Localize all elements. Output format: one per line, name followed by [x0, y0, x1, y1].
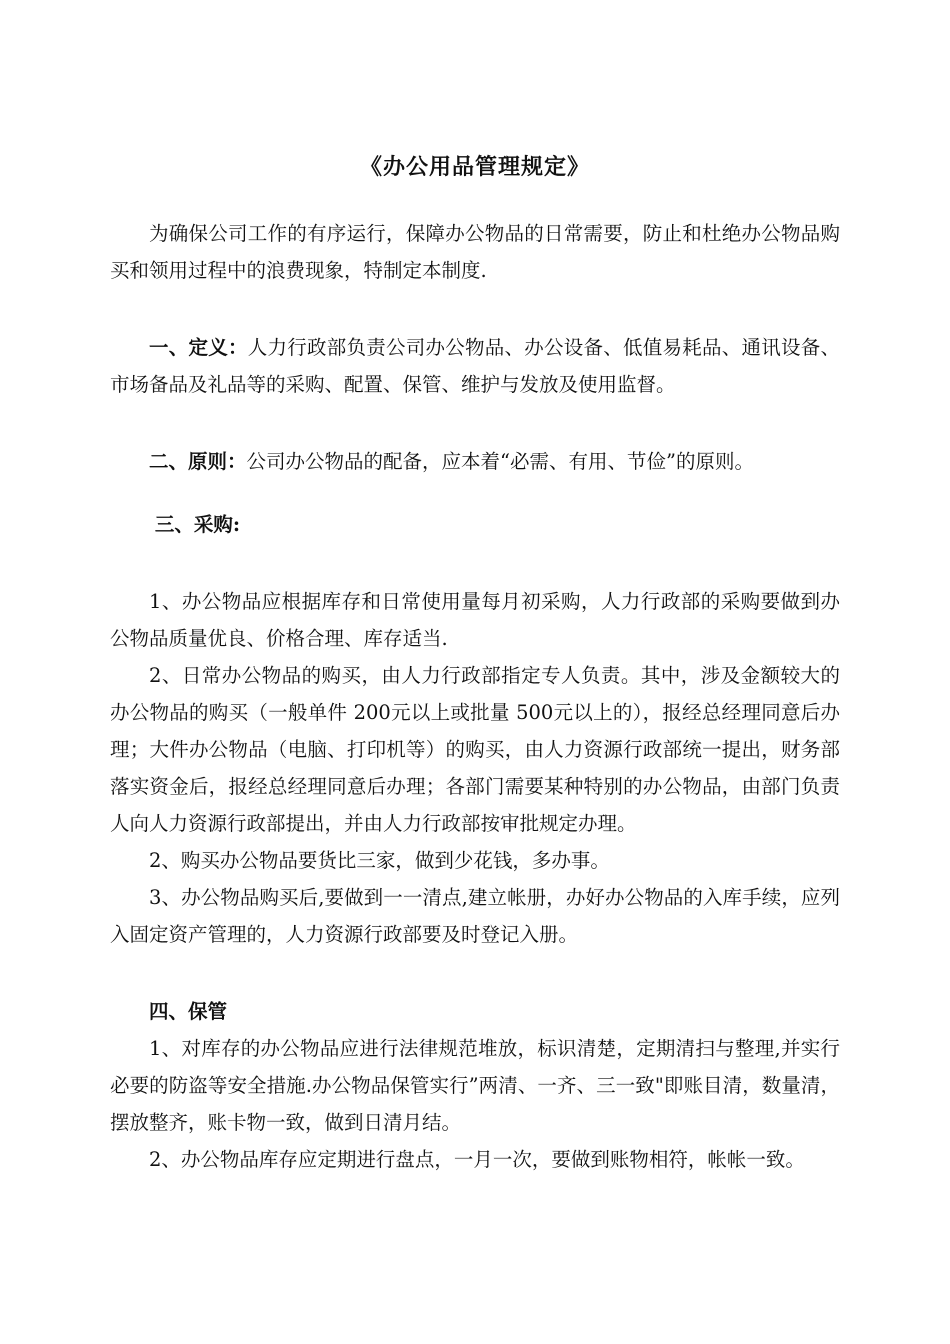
section-definition-text: 人力行政部负责公司办公物品、办公设备、低值易耗品、通讯设备、市场备品及礼品等的采购、配置、保管、维护与发放及使用监督。 [110, 336, 840, 396]
section-definition [110, 329, 840, 403]
spacer [110, 289, 840, 329]
section-principle-text: 公司办公物品的配备，应本着“必需、有用、节俭”的原则。 [246, 450, 754, 473]
section-principle-heading: 二、原则： [149, 450, 247, 473]
storage-item: 2、办公物品库存应定期进行盘点，一月一次，要做到账物相符，帐帐一致。 [149, 1148, 805, 1171]
purchase-item: 2、购买办公物品要货比三家，做到少花钱，多办事。 [149, 849, 610, 872]
intro-paragraph: 为确保公司工作的有序运行，保障办公物品的日常需要，防止和杜绝办公物品购买和领用过程中的浪费现象，特制定本制度. [110, 222, 840, 282]
purchase-item: 2、日常办公物品的购买，由人力行政部指定专人负责。其中，涉及金额较大的办公物品的购买（一般单件 200元以上或批量 500元以上的），报经总经理同意后办理；大件办公物品（电脑、打印机等）的购买，由人力资源行政部统一提出，财务部落实资金后，报经总经理同意后办理；各部门需要某种特别的办公物品，由部门负责人向人力资源行政部提出，并由人力行政部按审批规定办理。 [110, 664, 840, 835]
spacer [110, 480, 840, 506]
section-principle [110, 443, 840, 480]
document-title: 《办公用品管理规定》 [359, 154, 590, 180]
section-definition-heading: 一、定义： [149, 336, 248, 359]
purchase-item: 3、办公物品购买后,要做到一一清点,建立帐册，办好办公物品的入库手续，应列入固定资产管理的，人力资源行政部要及时登记入册。 [110, 886, 840, 946]
purchase-item: 1、办公物品应根据库存和日常使用量每月初采购，人力行政部的采购要做到办公物品质量优良、价格合理、库存适当. [110, 590, 840, 650]
spacer [110, 403, 840, 443]
spacer [110, 953, 840, 993]
section-storage-heading: 四、保管 [149, 1000, 228, 1023]
spacer [110, 543, 840, 583]
storage-item: 1、对库存的办公物品应进行法律规范堆放，标识清楚，定期清扫与整理,并实行必要的防盗等安全措施.办公物品保管实行”两清、一齐、三一致"即账目清，数量清， 摆放整齐，账卡物一致，做到日清月结。 [110, 1037, 840, 1134]
section-purchase-heading: 三、采购: [154, 513, 241, 536]
